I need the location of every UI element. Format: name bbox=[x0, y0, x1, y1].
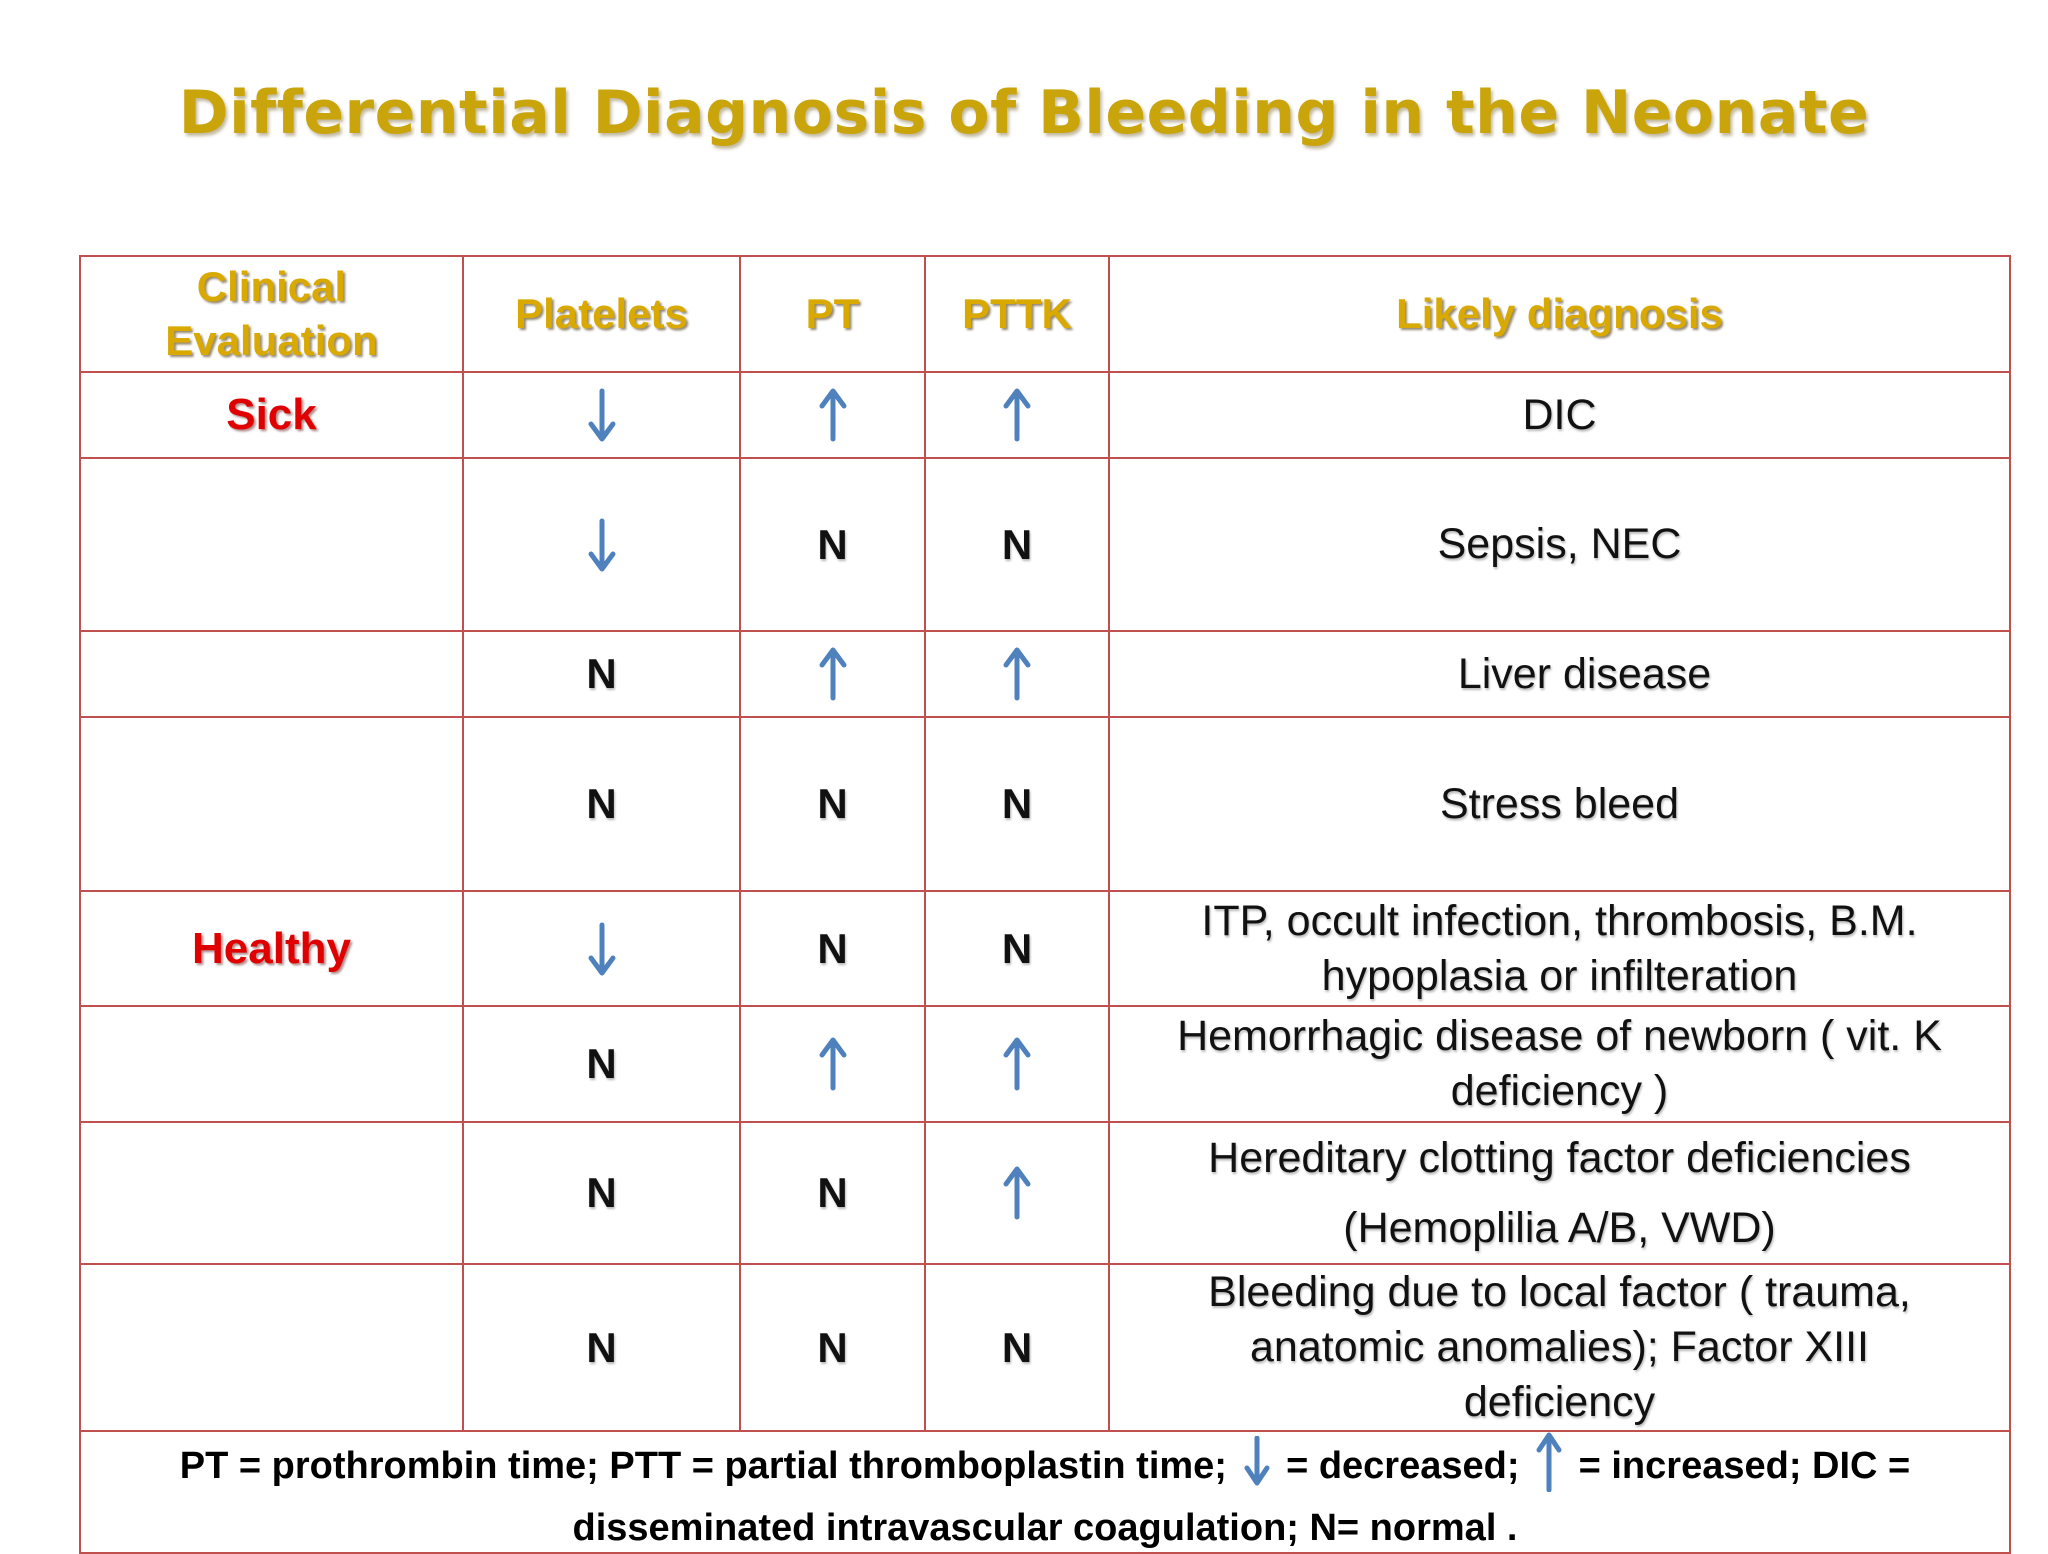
arrow-up-icon bbox=[1002, 387, 1032, 443]
evaluation-cell bbox=[80, 631, 463, 717]
diagnosis-cell: DIC bbox=[1109, 372, 2010, 458]
evaluation-cell bbox=[80, 717, 463, 891]
arrow-down-icon bbox=[1244, 1436, 1270, 1500]
pttk-cell bbox=[925, 631, 1109, 717]
normal-mark: N bbox=[1001, 520, 1033, 568]
differential-diagnosis-table bbox=[79, 255, 2011, 1554]
arrow-up-icon bbox=[1002, 1165, 1032, 1221]
header-likely-diagnosis: Likely diagnosis bbox=[1109, 256, 2010, 372]
footnote-part-2: = decreased; bbox=[1286, 1445, 1520, 1488]
evaluation-cell: Healthy bbox=[80, 891, 463, 1006]
footnote-part-3: = increased; DIC = bbox=[1578, 1445, 1911, 1488]
normal-mark: N bbox=[586, 1169, 617, 1216]
platelets-cell bbox=[463, 891, 740, 1006]
arrow-up-icon bbox=[818, 387, 848, 443]
table-row bbox=[80, 1006, 2010, 1122]
pttk-cell bbox=[925, 1264, 1109, 1431]
diagnosis-line-1: Hereditary clotting factor deficiencies bbox=[1208, 1134, 1911, 1182]
evaluation-cell bbox=[80, 1264, 463, 1431]
platelets-cell bbox=[463, 1006, 740, 1122]
slide-title: Differential Diagnosis of Bleeding in the Neonate bbox=[178, 78, 1870, 148]
pt-cell bbox=[740, 1122, 925, 1264]
normal-mark: N bbox=[586, 650, 617, 697]
pttk-cell bbox=[925, 1006, 1109, 1122]
arrow-down-icon bbox=[587, 921, 617, 977]
pttk-cell bbox=[925, 1122, 1109, 1264]
normal-mark: N bbox=[586, 780, 617, 827]
arrow-up-icon bbox=[818, 646, 848, 702]
diagnosis-cell: Stress bleed bbox=[1109, 717, 2010, 891]
evaluation-cell bbox=[80, 1122, 463, 1264]
pttk-cell bbox=[925, 717, 1109, 891]
diagnosis-cell: ITP, occult infection, thrombosis, B.M. hypoplasia or infilteration bbox=[1109, 891, 2010, 1006]
pt-cell bbox=[740, 458, 925, 631]
footnote-part-4: disseminated intravascular coagulation; N= normal . bbox=[572, 1507, 1518, 1549]
diagnosis-line-2: (Hemoplilia A/B, VWD) bbox=[1343, 1204, 1776, 1252]
table-row bbox=[80, 1264, 2010, 1431]
arrow-down-icon bbox=[587, 517, 617, 573]
pt-cell bbox=[740, 1006, 925, 1122]
normal-mark: N bbox=[817, 924, 848, 972]
footnote-part-1: PT = prothrombin time; PTT = partial thromboplastin time; bbox=[179, 1445, 1227, 1488]
arrow-down-icon bbox=[587, 387, 617, 443]
header-clinical-evaluation: Clinical Evaluation bbox=[80, 256, 463, 372]
evaluation-cell bbox=[80, 1006, 463, 1122]
pt-cell bbox=[740, 1264, 925, 1431]
platelets-cell bbox=[463, 372, 740, 458]
pttk-cell bbox=[925, 891, 1109, 1006]
footnote-row bbox=[80, 1431, 2010, 1553]
arrow-up-icon bbox=[1536, 1432, 1562, 1504]
header-platelets: Platelets bbox=[463, 256, 740, 372]
platelets-cell bbox=[463, 458, 740, 631]
arrow-up-icon bbox=[1002, 1036, 1032, 1092]
diagnosis-cell: Bleeding due to local factor ( trauma, anatomic anomalies); Factor XIII deficiency bbox=[1109, 1264, 2010, 1431]
pttk-cell bbox=[925, 458, 1109, 631]
normal-mark: N bbox=[586, 1040, 617, 1087]
table-row bbox=[80, 631, 2010, 717]
pt-cell bbox=[740, 631, 925, 717]
pt-cell bbox=[740, 372, 925, 458]
diagnosis-cell bbox=[1109, 1122, 2010, 1264]
platelets-cell bbox=[463, 1264, 740, 1431]
normal-mark: N bbox=[817, 780, 848, 827]
normal-mark: N bbox=[1001, 1323, 1033, 1371]
header-pt: PT bbox=[740, 256, 925, 372]
table-row bbox=[80, 717, 2010, 891]
diagnosis-cell: Liver disease bbox=[1109, 631, 2010, 717]
evaluation-cell: Sick bbox=[80, 372, 463, 458]
normal-mark: N bbox=[1001, 780, 1033, 827]
diagnosis-cell: Sepsis, NEC bbox=[1109, 458, 2010, 631]
normal-mark: N bbox=[1001, 924, 1033, 972]
pt-cell bbox=[740, 717, 925, 891]
header-pttk: PTTK bbox=[925, 256, 1109, 372]
pt-cell bbox=[740, 891, 925, 1006]
evaluation-cell bbox=[80, 458, 463, 631]
table-row bbox=[80, 891, 2010, 1006]
table-row bbox=[80, 1122, 2010, 1264]
platelets-cell bbox=[463, 631, 740, 717]
diagnosis-cell: Hemorrhagic disease of newborn ( vit. K deficiency ) bbox=[1109, 1006, 2010, 1122]
arrow-up-icon bbox=[1002, 646, 1032, 702]
platelets-cell bbox=[463, 1122, 740, 1264]
footnote bbox=[80, 1431, 2010, 1553]
arrow-up-icon bbox=[818, 1036, 848, 1092]
normal-mark: N bbox=[586, 1323, 617, 1371]
header-row bbox=[80, 256, 2010, 372]
table-row bbox=[80, 372, 2010, 458]
normal-mark: N bbox=[817, 1169, 848, 1216]
pttk-cell bbox=[925, 372, 1109, 458]
platelets-cell bbox=[463, 717, 740, 891]
normal-mark: N bbox=[817, 1323, 848, 1371]
normal-mark: N bbox=[817, 520, 848, 568]
table-row bbox=[80, 458, 2010, 631]
